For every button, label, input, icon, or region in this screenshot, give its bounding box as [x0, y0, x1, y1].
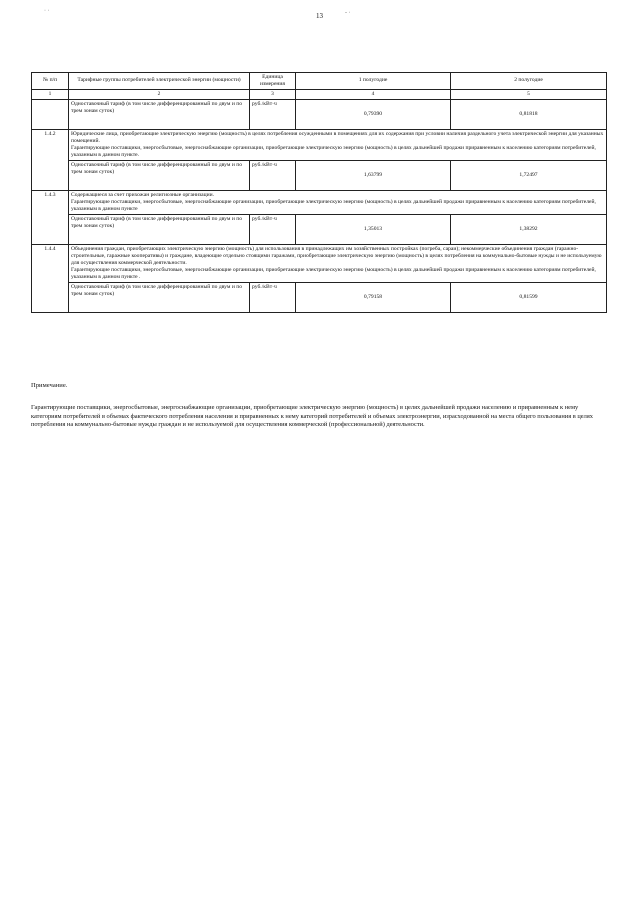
header-second-half: 2 полугодие — [451, 73, 607, 90]
section-line: Объединения граждан, приобретающих электрическую энергию (мощность) для использования в принадлежащих им хозяйственных постройках (погреба, сараи); некоммерческие объединения граждан (гаражно-строительные, гаражные кооперативы) и граждане, владеющие отдельно стоящими гаражами, приобретающие электрическую энергию (мощность) в целях потребления на коммунально-бытовые нужды и не используемую для осуществления коммерческой деятельности. — [71, 245, 602, 266]
tariff-value-second-half: 1,38292 — [451, 214, 607, 244]
header-no: № п/п — [32, 73, 69, 90]
section-description — [69, 190, 607, 214]
row-number: 1.4.3 — [32, 190, 69, 244]
tariff-value-second-half: 1,72497 — [451, 160, 607, 190]
section-line: Содержащиеся за счет прихожан религиозные организации. — [71, 191, 215, 198]
tariff-value-second-half: 0,81818 — [451, 99, 607, 129]
row-number: 1.4.2 — [32, 129, 69, 190]
tariff-value-first-half: 0,79158 — [296, 282, 451, 312]
row-number: 1.4.4 — [32, 244, 69, 312]
table-row — [32, 282, 607, 312]
column-number: 4 — [296, 89, 451, 99]
header-first-half: 1 полугодие — [296, 73, 451, 90]
tariff-label: Одноставочный тариф (в том числе дифференцированный по двум и по трем зонам суток) — [69, 99, 250, 129]
column-number: 2 — [69, 89, 250, 99]
table-row — [32, 99, 607, 129]
table-row — [32, 160, 607, 190]
table-row — [32, 214, 607, 244]
table-header-row — [32, 73, 607, 90]
tariff-value-first-half: 1,63799 — [296, 160, 451, 190]
page-number: 13 — [316, 12, 323, 20]
column-number: 3 — [250, 89, 296, 99]
row-number — [32, 99, 69, 129]
column-number-row — [32, 89, 607, 99]
table-row — [32, 244, 607, 282]
header-group: Тарифные группы потребителей электрической энергии (мощности) — [69, 73, 250, 90]
table-row — [32, 129, 607, 160]
section-line: Гарантирующие поставщики, энергосбытовые, энергоснабжающие организации, приобретающие электрическую энергию (мощность) в целях дальнейшей продажи приравненным к населению категориям потребителей, указанным в данном пункте. — [71, 144, 596, 158]
tariff-label: Одноставочный тариф (в том числе дифференцированный по двум и по трем зонам суток) — [69, 214, 250, 244]
tariff-value-first-half: 1,35013 — [296, 214, 451, 244]
scan-speck: ‐ · — [345, 10, 351, 16]
section-line: Гарантирующие поставщики, энергосбытовые, энергоснабжающие организации, приобретающие электрическую энергию (мощность) в целях дальнейшей продажи приравненным к населению категориям потребителей, указанным в данном пункте — [71, 198, 596, 212]
tariff-label: Одноставочный тариф (в том числе дифференцированный по двум и по трем зонам суток) — [69, 282, 250, 312]
section-description — [69, 244, 607, 282]
table-row — [32, 190, 607, 214]
tariff-unit: руб./кВт·ч — [250, 160, 296, 190]
column-number: 1 — [32, 89, 69, 99]
note-text: Гарантирующие поставщики, энергосбытовые, энергоснабжающие организации, приобретающие электрическую энергию (мощность) в целях дальнейшей продажи населению и приравненным к нему категориям потребителей в объемах фактического потребления населения и приравненных к нему категорий потребителей и объемах электроэнергии, израсходованной на места общего пользования в целях потребления на коммунально-бытовые нужды граждан и не используемой для осуществления коммерческой (профессиональной) деятельности. — [31, 404, 593, 429]
header-unit: Единица измерения — [250, 73, 296, 90]
tariff-unit: руб./кВт·ч — [250, 214, 296, 244]
scan-speck: · · — [44, 8, 50, 14]
tariff-unit: руб./кВт·ч — [250, 99, 296, 129]
column-number: 5 — [451, 89, 607, 99]
tariff-value-second-half: 0,81599 — [451, 282, 607, 312]
tariff-table — [31, 72, 607, 313]
note-title: Примечание. — [31, 382, 68, 389]
section-line: Гарантирующие поставщики, энергосбытовые, энергоснабжающие организации, приобретающие электрическую энергию (мощность) в целях дальнейшей продажи приравненным к населению категориям потребителей, указанным в данном пункте . — [71, 266, 596, 280]
tariff-label: Одноставочный тариф (в том числе дифференцированный по двум и по трем зонам суток) — [69, 160, 250, 190]
tariff-unit: руб./кВт·ч — [250, 282, 296, 312]
section-description — [69, 129, 607, 160]
tariff-value-first-half: 0,79390 — [296, 99, 451, 129]
section-line: Юридические лица, приобретающие электрическую энергию (мощность) в целях потребления осужденными в помещениях для их содержания при условии наличия раздельного учета электрической энергии для указанных помещений. — [71, 130, 604, 144]
